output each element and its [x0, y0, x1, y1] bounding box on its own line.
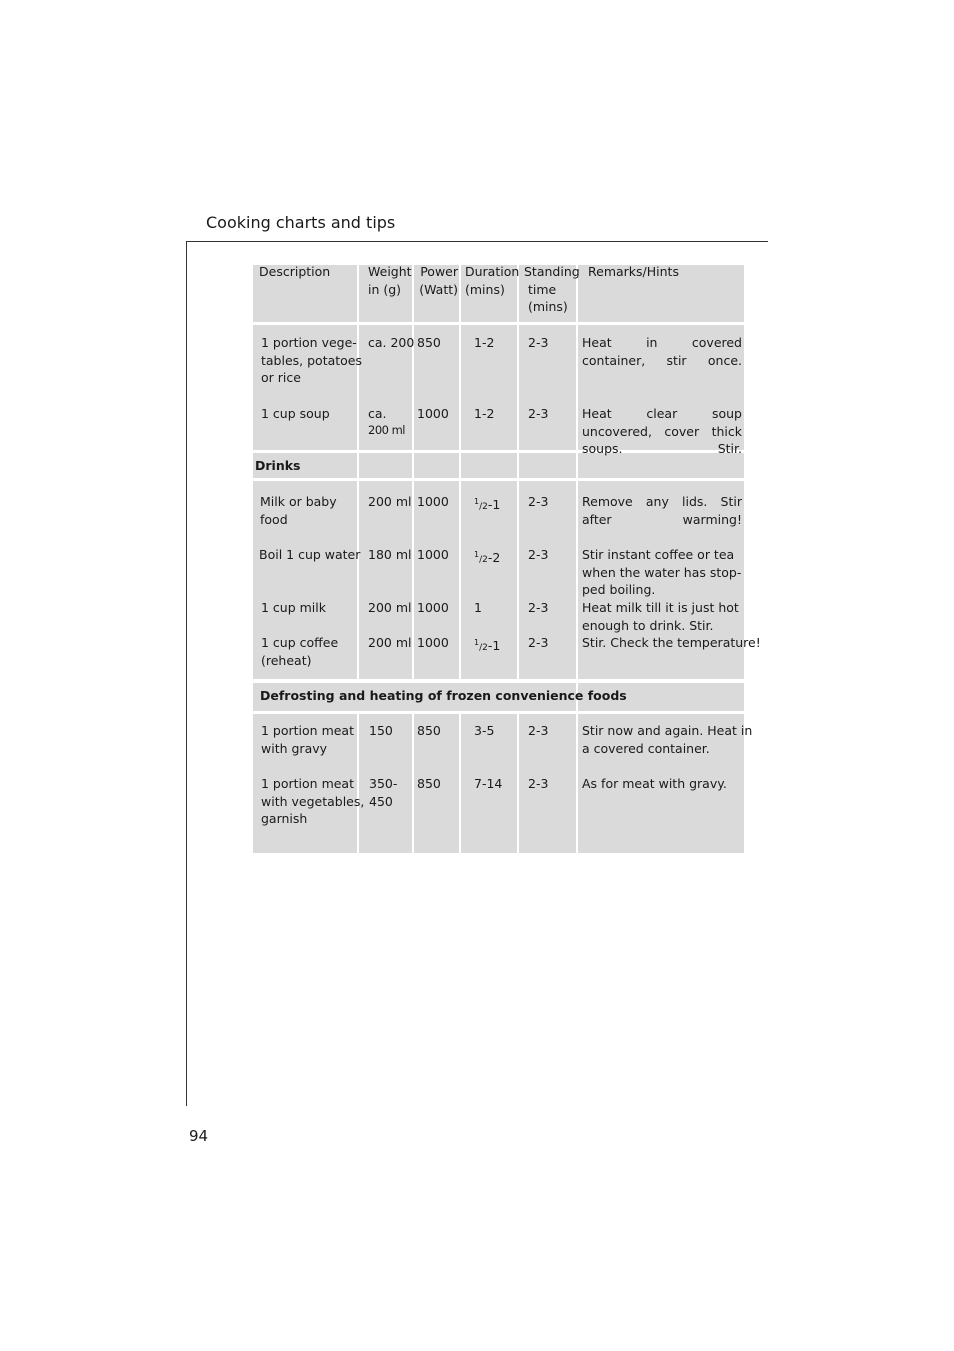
row-standing: 2-3	[528, 335, 549, 350]
row-duration: $^1$/2-1	[474, 497, 501, 512]
row-remarks: Remove any lids. Stir after warming!	[582, 494, 742, 527]
header-rule	[186, 241, 768, 242]
row-weight: 200 ml	[368, 494, 412, 509]
row-remarks: Stir. Check the temperature!	[582, 635, 761, 650]
section-cell	[359, 453, 412, 478]
row-weight: ca. 200	[368, 335, 415, 350]
row-remarks: Heat clear soup uncovered, cover thick soups. Stir.	[582, 406, 742, 456]
row-duration: $^1$/2-2	[474, 550, 501, 565]
row-duration: 3-5	[474, 723, 495, 738]
row-power: 850	[417, 723, 441, 738]
row-duration: 1-2	[474, 406, 495, 421]
row-power: 850	[417, 335, 441, 350]
row-standing: 2-3	[528, 600, 549, 615]
row-description: 1 cup coffee (reheat)	[261, 635, 339, 668]
row-remarks: Heat in covered container, stir once.	[582, 335, 742, 368]
row-remarks: Stir now and again. Heat in a covered container.	[582, 723, 753, 756]
row-description: 1 cup soup	[261, 406, 330, 421]
row-power: 850	[417, 776, 441, 791]
row-description: 1 portion vege- tables, potatoes or rice	[261, 335, 363, 385]
section-frozen: Defrosting and heating of frozen convenience foods	[260, 688, 627, 703]
page-number: 94	[189, 1127, 209, 1145]
row-standing: 2-3	[528, 635, 549, 650]
row-standing: 2-3	[528, 723, 549, 738]
row-remarks: Heat milk till it is just hot enough to drink. Stir.	[582, 600, 739, 633]
row-power: 1000	[417, 600, 449, 615]
row-remarks: Stir instant coffee or tea when the water has stop- ped boiling.	[582, 547, 742, 597]
section-cell	[519, 453, 576, 478]
header-duration: Duration (mins)	[465, 264, 520, 297]
row-weight: 200 ml	[368, 635, 412, 650]
row-power: 1000	[417, 406, 449, 421]
row-duration: 1	[474, 600, 482, 615]
header-weight: Weight in (g)	[368, 264, 412, 297]
row-description: 1 portion meat with gravy	[261, 723, 354, 756]
margin-rule	[186, 241, 187, 1106]
row-standing: 2-3	[528, 494, 549, 509]
header-standing: Standing time (mins)	[524, 264, 580, 314]
row-weight: 200 ml	[368, 600, 412, 615]
section-drinks: Drinks	[255, 458, 301, 473]
row-power: 1000	[417, 547, 449, 562]
row-standing: 2-3	[528, 547, 549, 562]
header-remarks: Remarks/Hints	[588, 264, 679, 279]
row-duration: 1-2	[474, 335, 495, 350]
row-description: Boil 1 cup water	[259, 547, 361, 562]
header-description: Description	[259, 264, 331, 279]
row-weight: 150	[369, 723, 393, 738]
row-description: 1 portion meat with vegetables, garnish	[261, 776, 365, 826]
row-power: 1000	[417, 494, 449, 509]
row-standing: 2-3	[528, 406, 549, 421]
row-description: Milk or baby food	[260, 494, 337, 527]
row-weight: 180 ml	[368, 547, 412, 562]
page-title: Cooking charts and tips	[206, 213, 396, 232]
section-cell	[414, 453, 459, 478]
row-remarks: As for meat with gravy.	[582, 776, 727, 791]
row-weight-unit: 200 ml	[368, 423, 406, 437]
row-duration: 7-14	[474, 776, 503, 791]
row-weight: 350- 450	[369, 776, 398, 809]
row-weight: ca.	[368, 406, 387, 421]
header-power: Power (Watt)	[419, 264, 458, 297]
row-duration: $^1$/2-1	[474, 638, 501, 653]
section-cell	[461, 453, 517, 478]
row-power: 1000	[417, 635, 449, 650]
row-standing: 2-3	[528, 776, 549, 791]
row-description: 1 cup milk	[261, 600, 326, 615]
